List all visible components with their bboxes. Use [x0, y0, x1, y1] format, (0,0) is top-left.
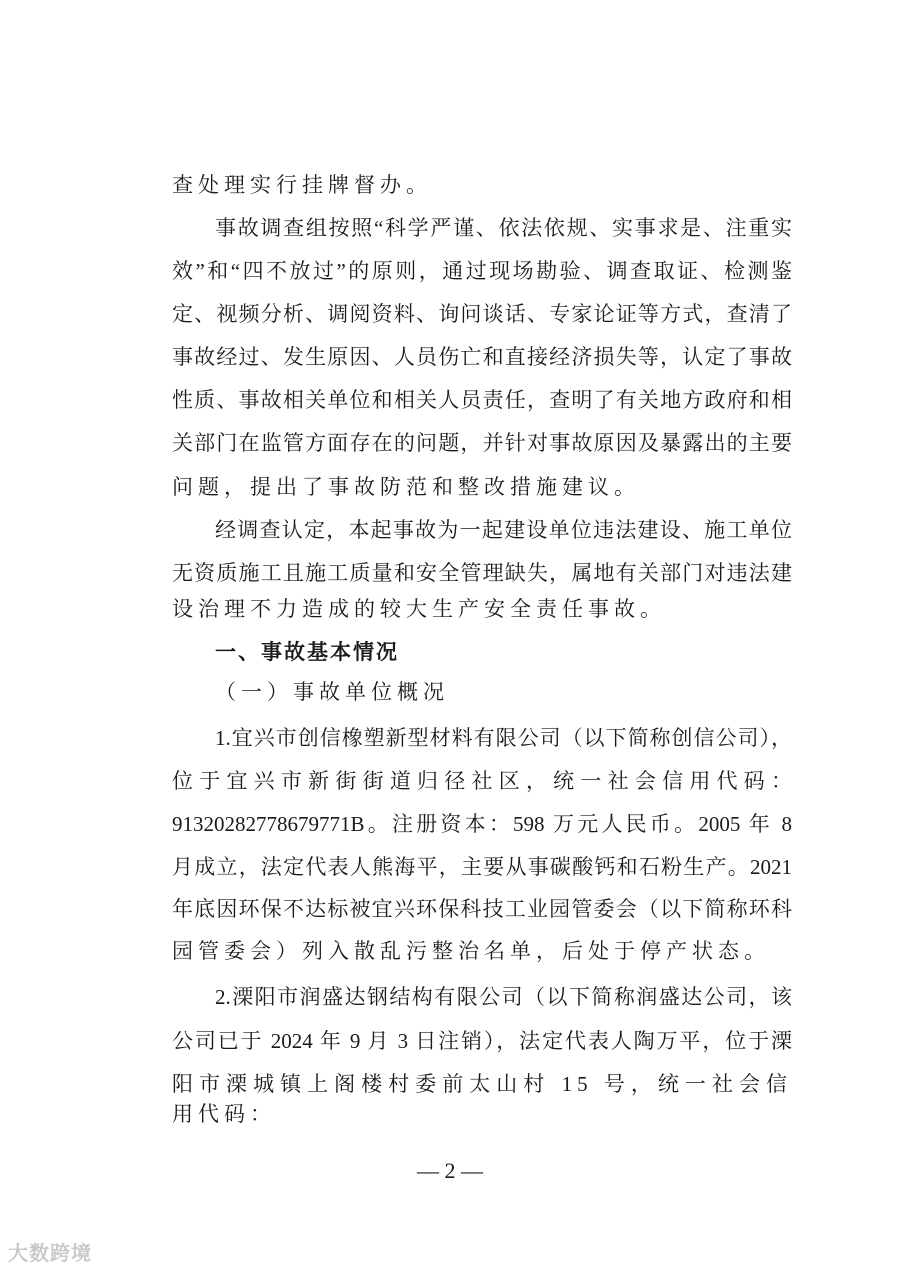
paragraph-line: 事故经过、发生原因、人员伤亡和直接经济损失等，认定了事故: [172, 345, 792, 369]
paragraph-line: 公司已于 2024 年 9 月 3 日注销），法定代表人陶万平，位于溧: [172, 1029, 792, 1053]
paragraph-line: 事故调查组按照“科学严谨、依法依规、实事求是、注重实: [215, 216, 792, 240]
paragraph-line: 园管委会）列入散乱污整治名单，后处于停产状态。: [172, 939, 770, 963]
heading-line: 一、事故基本情况: [215, 640, 399, 664]
paragraph-line: 位于宜兴市新街街道归径社区，统一社会信用代码：: [172, 769, 792, 793]
watermark-logo: 大数跨境: [8, 1241, 92, 1265]
paragraph-line: 年底因环保不达标被宜兴环保科技工业园管委会（以下简称环科: [172, 897, 792, 921]
page-number: — 2 —: [417, 1158, 483, 1183]
paragraph-line: 月成立，法定代表人熊海平，主要从事碳酸钙和石粉生产。2021: [172, 855, 792, 879]
paragraph-line: 91320282778679771B。注册资本：598 万元人民币。2005 年 8: [172, 812, 792, 836]
paragraph-line: 经调查认定，本起事故为一起建设单位违法建设、施工单位: [215, 518, 792, 542]
paragraph-line: 定、视频分析、调阅资料、询问谈话、专家论证等方式，查清了: [172, 302, 792, 326]
paragraph-line: 关部门在监管方面存在的问题，并针对事故原因及暴露出的主要: [172, 431, 792, 455]
paragraph-line: 阳市溧城镇上阁楼村委前太山村 15 号，统一社会信用代码：: [172, 1072, 792, 1126]
paragraph-line: 1.宜兴市创信橡塑新型材料有限公司（以下简称创信公司），: [215, 726, 792, 750]
paragraph-line: 设治理不力造成的较大生产安全责任事故。: [172, 597, 666, 621]
paragraph-line: 效”和“四不放过”的原则，通过现场勘验、调查取证、检测鉴: [172, 259, 792, 283]
paragraph-line: 无资质施工且施工质量和安全管理缺失，属地有关部门对违法建: [172, 561, 792, 585]
paragraph-line: 问题，提出了事故防范和整改措施建议。: [172, 475, 640, 499]
paragraph-line: 查处理实行挂牌督办。: [172, 173, 432, 197]
paragraph-line: 性质、事故相关单位和相关人员责任，查明了有关地方政府和相: [172, 388, 792, 412]
paragraph-line: 2.溧阳市润盛达钢结构有限公司（以下简称润盛达公司，该: [215, 985, 792, 1009]
subheading-line: （一）事故单位概况: [215, 680, 449, 704]
